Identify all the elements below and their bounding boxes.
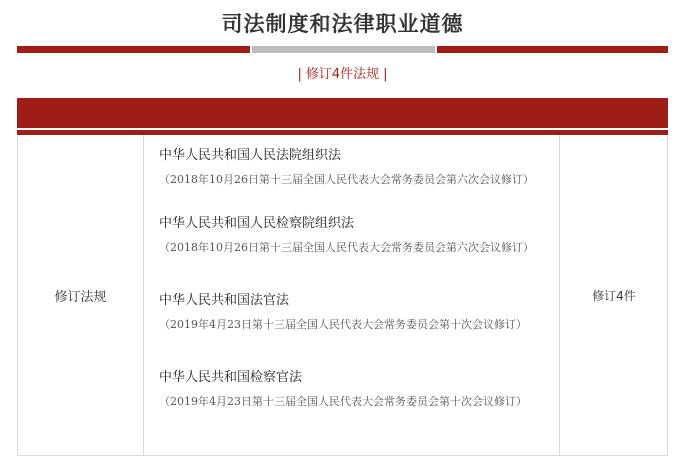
title-divider-middle [252, 46, 435, 53]
subtitle-bar-left: | [297, 67, 302, 82]
section-subtitle [0, 63, 685, 82]
count-cell [560, 135, 668, 455]
subtitle-bar-right: | [383, 67, 388, 82]
law-name: 中华人民共和国人民法院组织法 [159, 148, 342, 163]
law-note: （2019年4月23日第十三届全国人民代表大会常务委员会第十次会议修订） [159, 318, 527, 331]
law-note: （2018年10月26日第十三届全国人民代表大会常务委员会第六次会议修订） [159, 173, 534, 186]
law-table [17, 135, 668, 456]
table-header-band [17, 98, 668, 128]
page-title: 司法制度和法律职业道德 [221, 12, 464, 36]
title-divider-left [17, 46, 250, 53]
subtitle-text: 修订4件法规 [305, 67, 380, 82]
law-note: （2018年10月26日第十三届全国人民代表大会常务委员会第六次会议修订） [159, 241, 534, 254]
law-name: 中华人民共和国法官法 [159, 293, 290, 308]
law-entry [154, 147, 554, 190]
category-label: 修订法规 [54, 289, 107, 305]
law-entry [154, 215, 554, 258]
law-entry [154, 292, 554, 335]
column-divider [143, 135, 144, 455]
count-label: 修订4件 [592, 288, 636, 303]
title-divider-right [437, 46, 668, 53]
category-cell [18, 135, 143, 455]
law-entry [154, 369, 554, 412]
law-name: 中华人民共和国检察官法 [159, 370, 303, 385]
law-note: （2019年4月23日第十三届全国人民代表大会常务委员会第十次会议修订） [159, 395, 527, 408]
law-name: 中华人民共和国人民检察院组织法 [159, 216, 355, 231]
